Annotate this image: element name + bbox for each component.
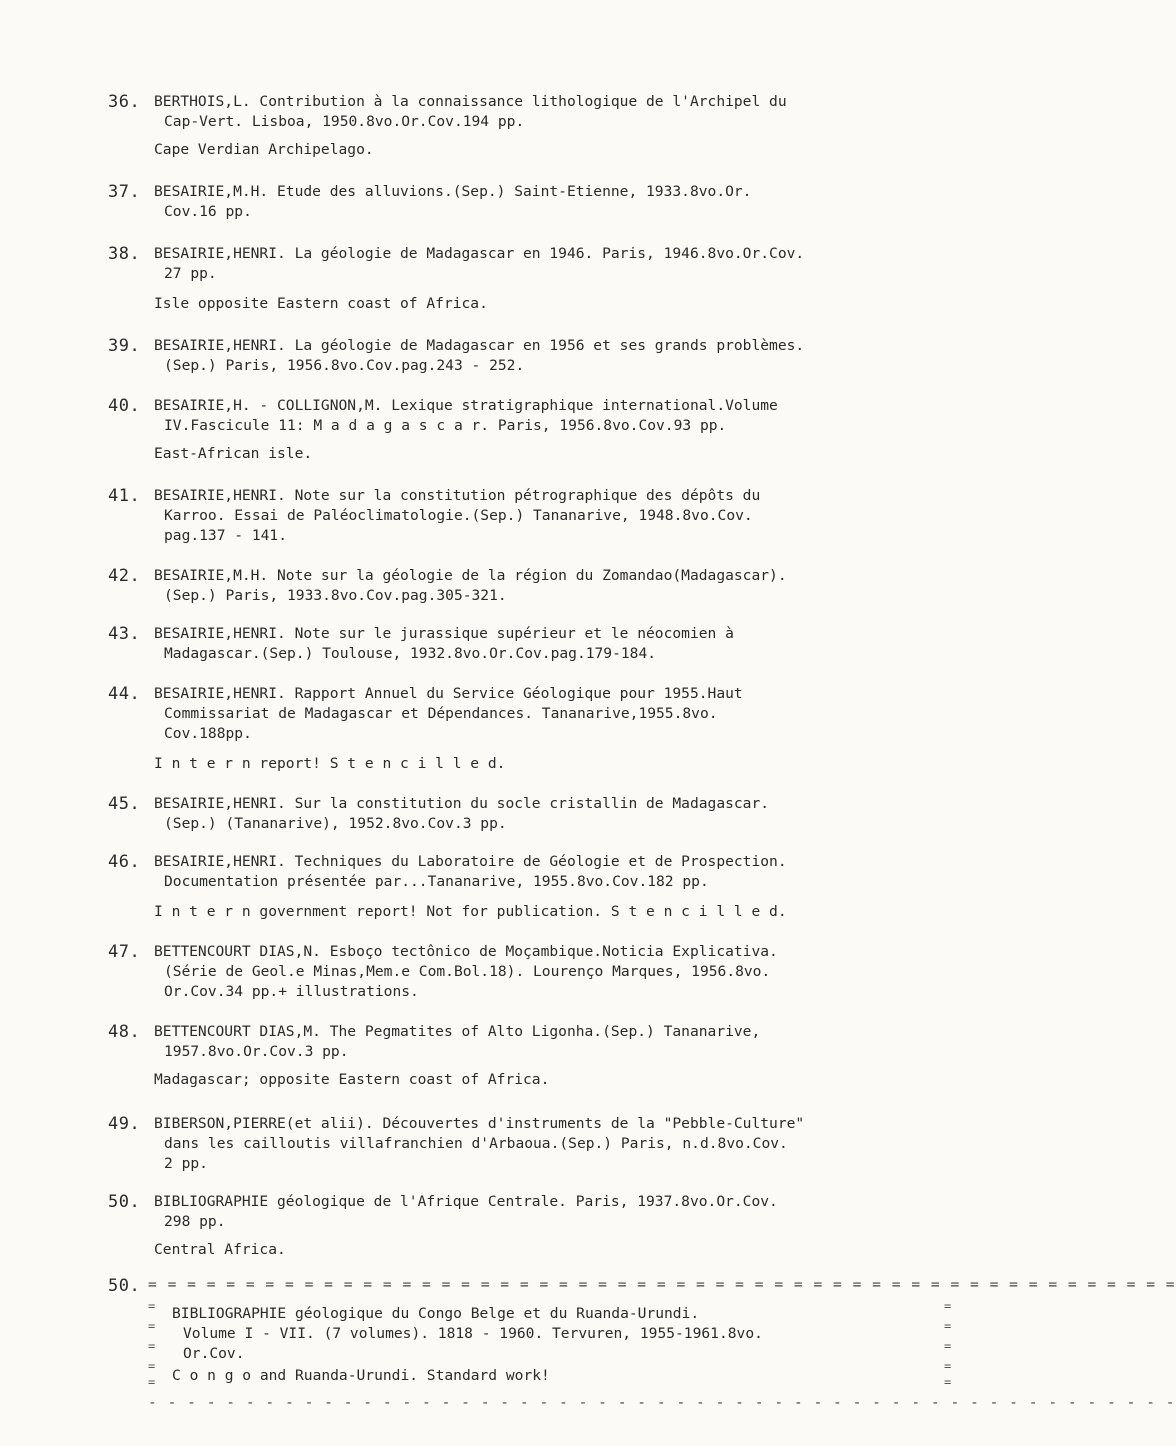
entry-note: Isle opposite Eastern coast of Africa. [154, 295, 488, 312]
entry-title-line: BESAIRIE,HENRI. Note sur la constitution pétrographique des dépôts du [154, 487, 761, 504]
entry-number: 50. [108, 1192, 141, 1212]
entry-continuation-line: Karroo. Essai de Paléoclimatologie.(Sep.) Tananarive, 1948.8vo.Cov. [164, 507, 753, 524]
box-border-mark: = [148, 1359, 156, 1373]
entry-number: 45. [108, 794, 141, 814]
entry-continuation-line: Cov.16 pp. [164, 203, 252, 220]
entry-continuation-line: (Sep.) Paris, 1933.8vo.Cov.pag.305-321. [164, 587, 507, 604]
entry-note: I n t e r n report! S t e n c i l l e d. [154, 755, 506, 772]
entry-title-line: BESAIRIE,HENRI. Note sur le jurassique supérieur et le néocomien à [154, 625, 734, 642]
entry-note: C o n g o and Ruanda-Urundi. Standard work! [172, 1367, 550, 1384]
entry-title-line: BESAIRIE,H. - COLLIGNON,M. Lexique stratigraphique international.Volume [154, 397, 778, 414]
box-border-mark: = [944, 1339, 952, 1353]
entry-title-line: BIBLIOGRAPHIE géologique du Congo Belge et du Ruanda-Urundi. [172, 1305, 700, 1322]
entry-continuation-line: (Sep.) (Tananarive), 1952.8vo.Cov.3 pp. [164, 815, 507, 832]
entry-title-line: BIBLIOGRAPHIE géologique de l'Afrique Centrale. Paris, 1937.8vo.Or.Cov. [154, 1193, 778, 1210]
entry-continuation-line: Or.Cov.34 pp.+ illustrations. [164, 983, 419, 1000]
entry-number: 41. [108, 486, 141, 506]
entry-number: 46. [108, 852, 141, 872]
entry-number: 47. [108, 942, 141, 962]
entry-note: Madagascar; opposite Eastern coast of Africa. [154, 1071, 550, 1088]
entry-note: Central Africa. [154, 1241, 286, 1258]
entry-continuation-line: Volume I - VII. (7 volumes). 1818 - 1960. Tervuren, 1955-1961.8vo. [183, 1325, 763, 1342]
entry-continuation-line: Commissariat de Madagascar et Dépendances. Tananarive,1955.8vo. [164, 705, 718, 722]
entry-continuation-line: 27 pp. [164, 265, 217, 282]
box-border-mark: = [148, 1319, 156, 1333]
entry-continuation-line: dans les cailloutis villafranchien d'Arbaoua.(Sep.) Paris, n.d.8vo.Cov. [164, 1135, 788, 1152]
entry-continuation-line: Madagascar.(Sep.) Toulouse, 1932.8vo.Or.Cov.pag.179-184. [164, 645, 657, 662]
box-border-mark: = [148, 1375, 156, 1389]
entry-continuation-line: (Série de Geol.e Minas,Mem.e Com.Bol.18). Lourenço Marques, 1956.8vo. [164, 963, 771, 980]
box-border-mark: = [148, 1339, 156, 1353]
entry-continuation-line: Or.Cov. [183, 1345, 245, 1362]
entry-number: 42. [108, 566, 141, 586]
box-border-mark: = [148, 1299, 156, 1313]
entry-number: 39. [108, 336, 141, 356]
box-border-mark: = [944, 1359, 952, 1373]
entry-continuation-line: 2 pp. [164, 1155, 208, 1172]
entry-number: 36. [108, 92, 141, 112]
entry-number: 50. [108, 1276, 141, 1296]
box-bottom-rule: - - - - - - - - - - - - - - - - - - - - - - - - - - - - - - - - - - - - - - - - - - - - - - - - - - - - - [148, 1394, 1176, 1411]
box-top-rule: = = = = = = = = = = = = = = = = = = = = = = = = = = = = = = = = = = = = = = = = = = = = = = = = = = = = = [148, 1276, 1176, 1293]
box-border-mark: = [944, 1375, 952, 1389]
entry-number: 43. [108, 624, 141, 644]
entry-number: 49. [108, 1114, 141, 1134]
entry-note: Cape Verdian Archipelago. [154, 141, 374, 158]
entry-continuation-line: Cap-Vert. Lisboa, 1950.8vo.Or.Cov.194 pp. [164, 113, 525, 130]
entry-note: East-African isle. [154, 445, 313, 462]
entry-continuation-line: Documentation présentée par...Tananarive, 1955.8vo.Cov.182 pp. [164, 873, 709, 890]
entry-number: 37. [108, 182, 141, 202]
entry-title-line: BETTENCOURT DIAS,M. The Pegmatites of Alto Ligonha.(Sep.) Tananarive, [154, 1023, 761, 1040]
entry-continuation-line: (Sep.) Paris, 1956.8vo.Cov.pag.243 - 252. [164, 357, 525, 374]
entry-title-line: BESAIRIE,HENRI. La géologie de Madagascar en 1946. Paris, 1946.8vo.Or.Cov. [154, 245, 805, 262]
box-border-mark: = [944, 1319, 952, 1333]
entry-number: 48. [108, 1022, 141, 1042]
entry-number: 38. [108, 244, 141, 264]
entry-title-line: BETTENCOURT DIAS,N. Esboço tectônico de Moçambique.Noticia Explicativa. [154, 943, 778, 960]
entry-title-line: BESAIRIE,HENRI. Rapport Annuel du Service Géologique pour 1955.Haut [154, 685, 743, 702]
entry-continuation-line: Cov.188pp. [164, 725, 252, 742]
entry-continuation-line: pag.137 - 141. [164, 527, 288, 544]
entry-continuation-line: 1957.8vo.Or.Cov.3 pp. [164, 1043, 349, 1060]
entry-number: 44. [108, 684, 141, 704]
entry-continuation-line: IV.Fascicule 11: M a d a g a s c a r. Paris, 1956.8vo.Cov.93 pp. [164, 417, 727, 434]
entry-note: I n t e r n government report! Not for publication. S t e n c i l l e d. [154, 903, 787, 920]
entry-title-line: BESAIRIE,M.H. Etude des alluvions.(Sep.) Saint-Etienne, 1933.8vo.Or. [154, 183, 752, 200]
entry-title-line: BESAIRIE,HENRI. Techniques du Laboratoire de Géologie et de Prospection. [154, 853, 787, 870]
entry-title-line: BESAIRIE,M.H. Note sur la géologie de la région du Zomandao(Madagascar). [154, 567, 787, 584]
entry-number: 40. [108, 396, 141, 416]
entry-continuation-line: 298 pp. [164, 1213, 226, 1230]
entry-title-line: BESAIRIE,HENRI. Sur la constitution du socle cristallin de Madagascar. [154, 795, 770, 812]
entry-title-line: BIBERSON,PIERRE(et alii). Découvertes d'instruments de la "Pebble-Culture" [154, 1115, 805, 1132]
entry-title-line: BESAIRIE,HENRI. La géologie de Madagascar en 1956 et ses grands problèmes. [154, 337, 805, 354]
box-border-mark: = [944, 1299, 952, 1313]
entry-title-line: BERTHOIS,L. Contribution à la connaissance lithologique de l'Archipel du [154, 93, 787, 110]
